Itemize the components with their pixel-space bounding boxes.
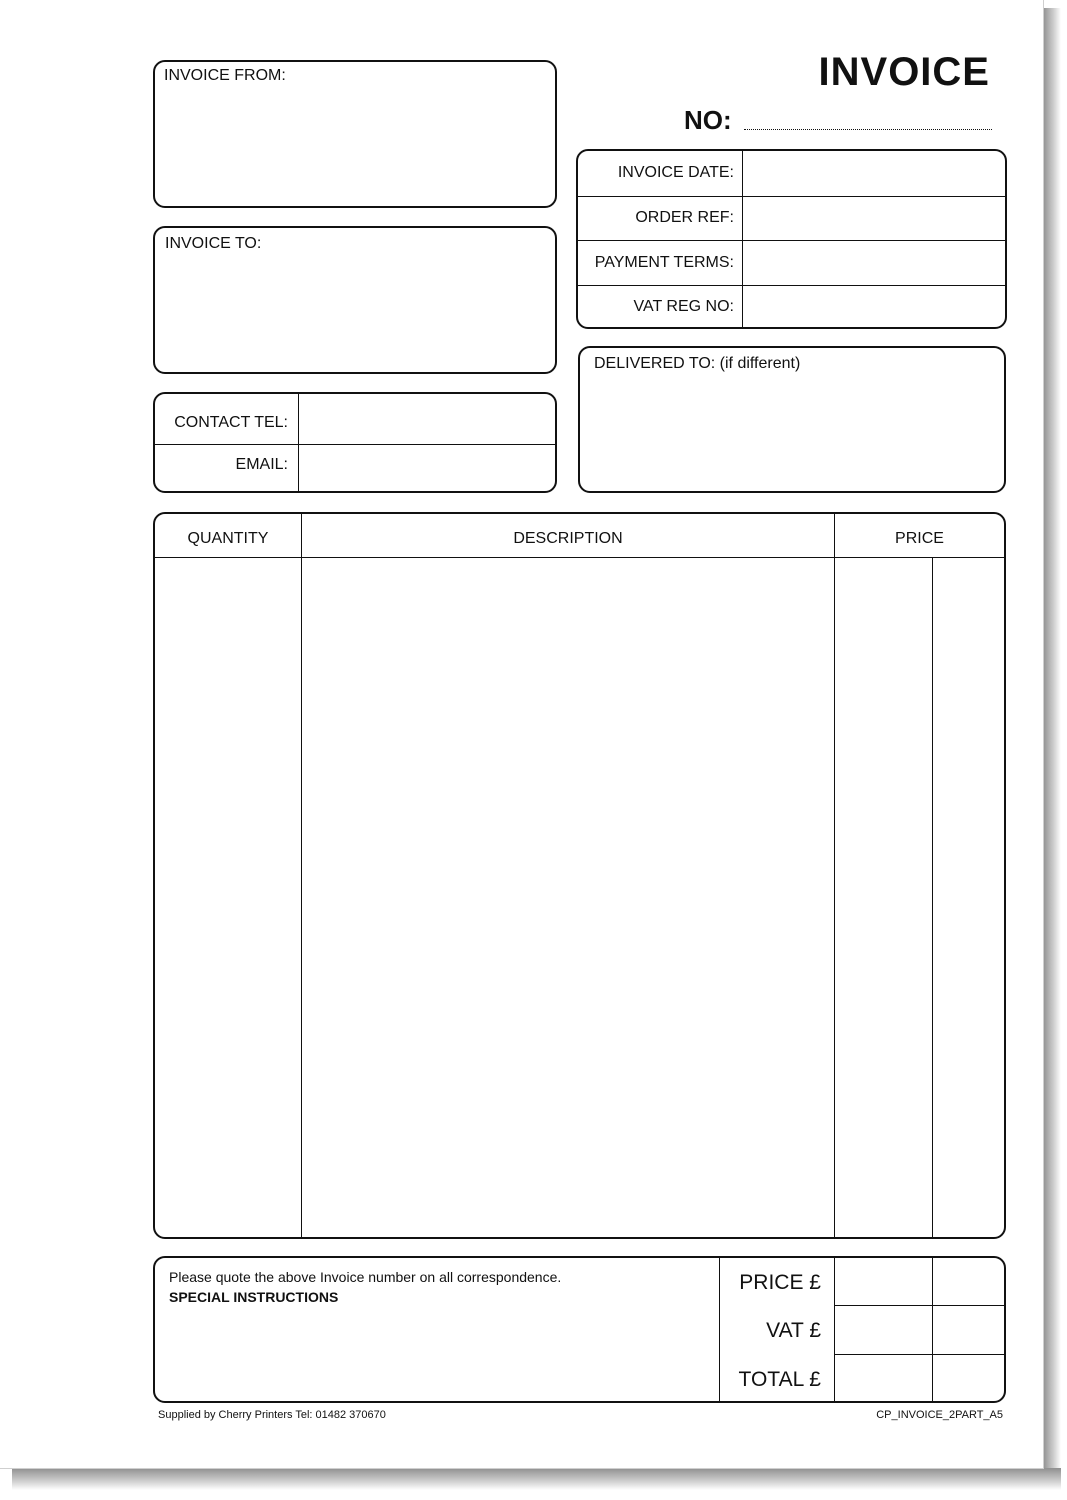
invoice-number-label: NO: (684, 105, 732, 135)
grand-total-field[interactable] (835, 1355, 1004, 1401)
invoice-number-field[interactable] (744, 129, 992, 130)
invoice-to-label: INVOICE TO: (165, 235, 262, 252)
invoice-title: INVOICE (818, 50, 990, 94)
items-table (153, 512, 1006, 1239)
vat-reg-field[interactable] (744, 286, 1005, 327)
special-instructions-label: SPECIAL INSTRUCTIONS (169, 1289, 339, 1305)
payment-terms-field[interactable] (744, 241, 1005, 285)
invoice-to-box[interactable] (153, 226, 557, 374)
invoice-date-field[interactable] (744, 151, 1005, 196)
supplier-imprint: Supplied by Cherry Printers Tel: 01482 370670 (158, 1409, 386, 1421)
email-label: EMAIL: (235, 456, 288, 473)
quantity-header: QUANTITY (187, 530, 269, 547)
form-code: CP_INVOICE_2PART_A5 (876, 1409, 1003, 1421)
quantity-column-area[interactable] (155, 558, 301, 1237)
order-ref-field[interactable] (744, 197, 1005, 240)
invoice-from-label: INVOICE FROM: (164, 67, 286, 84)
invoice-details-box (576, 149, 1007, 329)
payment-terms-label: PAYMENT TERMS: (594, 254, 734, 271)
delivered-to-label: DELIVERED TO: (if different) (594, 355, 801, 372)
contact-tel-field[interactable] (300, 394, 555, 444)
description-header: DESCRIPTION (513, 530, 623, 547)
vat-total-field[interactable] (835, 1306, 1004, 1354)
contact-box (153, 392, 557, 493)
correspondence-note: Please quote the above Invoice number on all correspondence. (169, 1269, 562, 1285)
price-column-area[interactable] (835, 558, 1004, 1237)
details-divider-vertical (742, 151, 743, 327)
order-ref-label: ORDER REF: (635, 209, 734, 226)
price-total-label: PRICE £ (739, 1271, 821, 1294)
invoice-date-label: INVOICE DATE: (617, 164, 734, 181)
totals-box (153, 1256, 1006, 1403)
description-column-area[interactable] (302, 558, 834, 1237)
page-shadow-bottom (12, 1468, 1061, 1490)
page-shadow-right (1043, 8, 1061, 1478)
grand-total-label: TOTAL £ (738, 1368, 821, 1391)
price-header: PRICE (895, 530, 944, 547)
contact-divider-vertical (298, 394, 299, 491)
vat-reg-label: VAT REG NO: (633, 298, 734, 315)
special-instructions-field[interactable] (165, 1308, 715, 1396)
vat-total-label: VAT £ (766, 1319, 821, 1342)
email-field[interactable] (300, 445, 555, 491)
delivered-to-box[interactable] (578, 346, 1006, 493)
price-total-field[interactable] (835, 1258, 1004, 1305)
invoice-from-box[interactable] (153, 60, 557, 208)
contact-tel-label: CONTACT TEL: (174, 414, 288, 431)
